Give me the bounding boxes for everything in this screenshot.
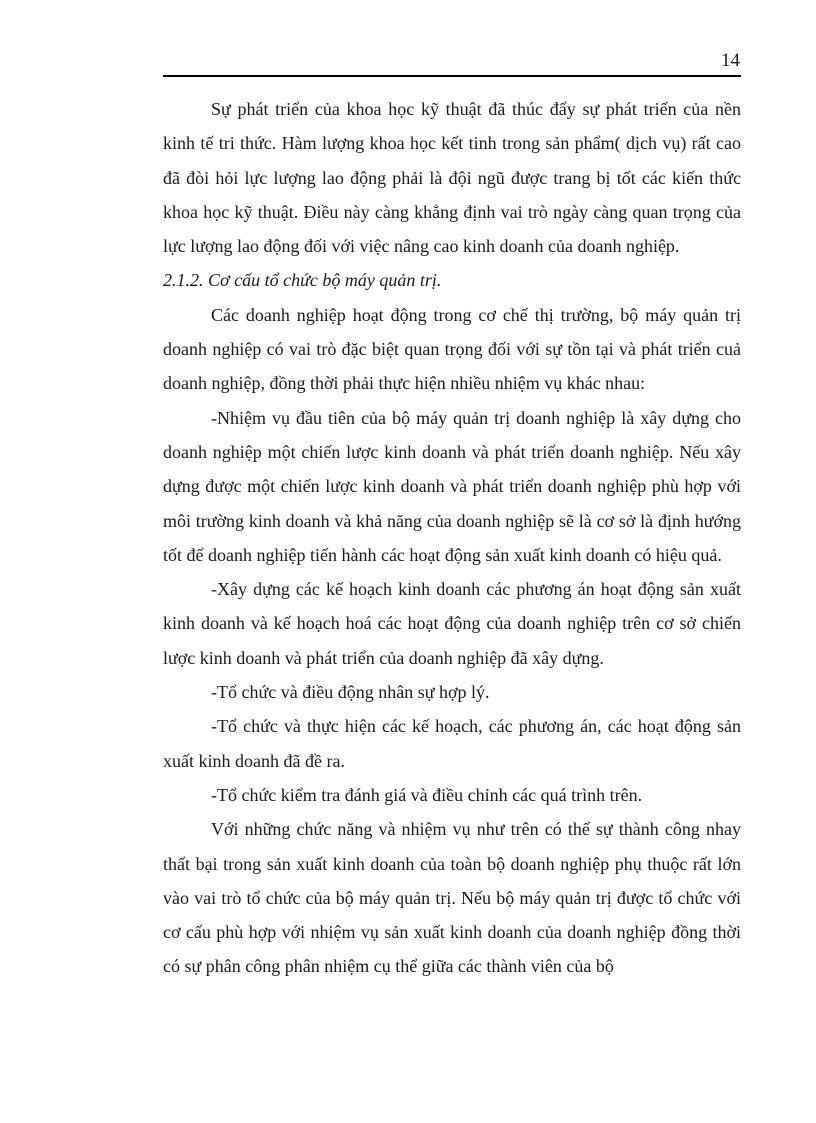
paragraph-task-staffing: -Tổ chức và điều động nhân sự hợp lý. — [211, 682, 490, 703]
paragraph-conclusion: Với những chức năng và nhiệm vụ như trên có thể sự thành công nhay thất bại trong sản xuất kinh doanh của toàn bộ doanh nghiệp phụ thuộc rất lớn vào vai trò tổ chức của bộ máy quản trị. Nếu bộ máy quản trị được tổ chức với cơ cấu phù hợp với nhiệm vụ sản xuất kinh doanh của doanh nghiệp đồng thời có sự phân công phân nhiệm cụ thể giữa các thành viên của bộ — [163, 819, 741, 977]
page-number: 14 — [721, 50, 740, 71]
paragraph-management-role: Các doanh nghiệp hoạt động trong cơ chế thị trường, bộ máy quản trị doanh nghiệp có vai trò đặc biệt quan trọng đối với sự tồn tại và phát triển cuả doanh nghiệp, đồng thời phải thực hiện nhiều nhiệm vụ khác nhau: — [163, 304, 741, 394]
section-heading: 2.1.2. Cơ cấu tổ chức bộ máy quản trị. — [163, 270, 442, 291]
paragraph-knowledge-economy: Sự phát triển của khoa học kỹ thuật đã thúc đẩy sự phát triển của nền kinh tế tri thức. Hàm lượng khoa học kết tinh trong sản phẩm( dịch vụ) rất cao đã đòi hỏi lực lượng lao động phải là đội ngũ được trang bị tốt các kiến thức khoa học kỹ thuật. Điều này càng khẳng định vai trò ngày càng quan trọng của lực lượng lao động đối với việc nâng cao kinh doanh của doanh nghiệp. — [163, 99, 741, 257]
paragraph-task-planning: -Xây dựng các kế hoạch kinh doanh các phương án hoạt động sản xuất kinh doanh và kế hoạch hoá các hoạt động của doanh nghiệp trên cơ sở chiến lược kinh doanh và phát triển của doanh nghiệp đã xây dựng. — [163, 579, 741, 668]
paragraph-task-strategy: -Nhiệm vụ đầu tiên của bộ máy quản trị doanh nghiệp là xây dựng cho doanh nghiệp một chiến lược kinh doanh và phát triển doanh nghiệp. Nếu xây dựng được một chiến lược kinh doanh và phát triển doanh nghiệp phù hợp với môi trường kinh doanh và khả năng của doanh nghiệp sẽ là cơ sở là định hướng tốt để doanh nghiệp tiến hành các hoạt động sản xuất kinh doanh có hiệu quả. — [163, 407, 741, 565]
paragraph-task-execution: -Tổ chức và thực hiện các kế hoạch, các phương án, các hoạt động sản xuất kinh doanh đã đề ra. — [163, 716, 741, 771]
paragraph-task-control: -Tổ chức kiểm tra đánh giá và điều chỉnh các quá trình trên. — [211, 784, 643, 805]
header-rule — [163, 75, 741, 77]
body-text — [163, 92, 741, 984]
